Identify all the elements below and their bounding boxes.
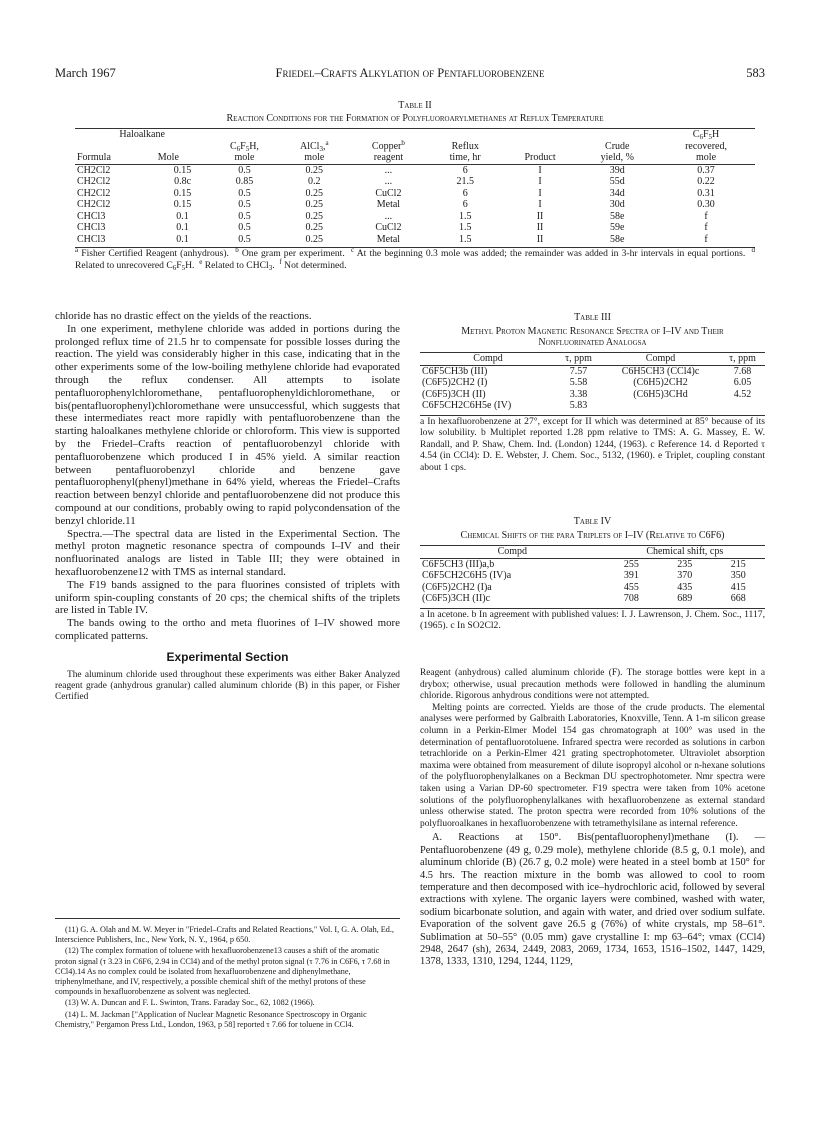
paragraph: The bands owing to the ortho and meta fluorines of I–IV showed more complicated patterns.	[55, 617, 400, 642]
table-cell: II	[536, 222, 544, 233]
table-cell: (C6F5)3CH (II)c	[422, 593, 491, 604]
table-cell: 5.83	[569, 400, 588, 411]
table-cell: ...	[384, 176, 393, 187]
table-cell: 0.15	[173, 164, 192, 176]
table-cell: 0.1	[176, 233, 189, 245]
table-cell: 59e	[610, 222, 625, 233]
table-cell: (C6F5)2CH2 (I)	[422, 377, 488, 388]
section-title: Experimental Section	[166, 649, 289, 664]
left-column	[55, 310, 400, 703]
table-header-row: Formula Mole mole mole reagent time, hr Product yield, % mole	[75, 152, 755, 164]
table-row	[75, 211, 755, 223]
table-row	[420, 558, 765, 570]
table-cell: 455	[623, 581, 639, 593]
table-row	[75, 176, 755, 188]
table-row	[420, 389, 765, 401]
table-cell: 0.37	[697, 164, 715, 176]
table-row	[75, 222, 755, 234]
table-cell: 4.52	[733, 388, 752, 400]
table-cell: 0.5	[238, 199, 251, 210]
page-number: 583	[746, 66, 765, 80]
table-cell: 39d	[609, 164, 625, 176]
table-cell: I	[538, 164, 542, 176]
table-cell: f	[704, 222, 708, 233]
table-row	[420, 593, 765, 605]
table-row	[75, 188, 755, 200]
table-cell: 435	[677, 581, 693, 593]
col-header: Compd	[473, 353, 503, 364]
table-2-title: Table II	[398, 100, 432, 111]
table-cell: CH2Cl2	[77, 187, 111, 199]
header-title: Friedel–Crafts Alkylation of Pentafluorobenzene	[275, 66, 545, 80]
table-cell: 0.5	[238, 222, 251, 233]
table-cell: 0.15	[173, 187, 192, 199]
table-cell: 6	[462, 199, 468, 210]
table-cell: 0.2	[308, 176, 321, 187]
table-cell: 55d	[609, 176, 625, 187]
table-cell: CHCl3	[77, 233, 106, 245]
paragraph: chloride has no drastic effect on the yields of the reactions.	[55, 310, 312, 322]
table-cell: 0.8c	[174, 176, 192, 187]
table-row	[420, 377, 765, 389]
table-cell: 350	[730, 570, 746, 581]
table-cell: 7.57	[569, 365, 588, 377]
table-cell: (C6H5)3CHd	[633, 388, 688, 400]
table-cell: 668	[730, 593, 746, 604]
table-cell: 6	[462, 187, 468, 199]
table-cell: CH2Cl2	[77, 164, 111, 176]
table-row	[420, 365, 765, 377]
table-cell: 0.5	[238, 233, 251, 245]
table-cell: 34d	[609, 187, 625, 199]
running-header	[55, 66, 765, 84]
reference: (12) The complex formation of toluene with hexafluorobenzene13 causes a shift of the aromatic proton signal (τ 3.23 in C6F6, 2.94 in CCl4) and of the methyl proton signal (τ 7.76 in C6F6, τ 7.68 in CCl4).14 As no complex could be isolated from hexafluorobenzene and diphenylmethane, triphenylmethane, and IV, respectively, a possible chemical shift of the methyl protons of these compounds in hexafluorobenzene as solvent was neglected.	[55, 946, 390, 997]
paragraph: Reagent (anhydrous) called aluminum chloride (F). The storage bottles were kept in a drybox; otherwise, usual precaution methods were followed in handling the aluminum chloride. Rigorous anhydrous conditions were not attempted.	[420, 668, 765, 702]
table-4	[420, 516, 765, 632]
table-cell: 21.5	[456, 176, 474, 187]
table-cell: CH2Cl2	[77, 199, 111, 210]
col-header: Chemical shift, cps	[646, 546, 724, 557]
paragraph: The aluminum chloride used throughout these experiments was either Baker Analyzed reagent grade (anhydrous granular) called aluminum chloride (B) in this paper, or Fisher Certified	[55, 669, 400, 702]
table-cell: ...	[384, 164, 393, 176]
table-cell: Metal	[376, 199, 401, 210]
table-cell: 0.15	[173, 199, 192, 210]
table-cell: 708	[623, 593, 639, 604]
reference: (11) G. A. Olah and M. W. Meyer in "Friedel–Crafts and Related Reactions," Vol. I, G. A. Olah, Ed., Interscience Publishers, Inc., New York, N. Y., 1964, p 650.	[55, 925, 394, 945]
table-cell: 1.5	[458, 233, 472, 245]
table-cell: 0.22	[697, 176, 715, 187]
table-2	[75, 100, 755, 271]
table-cell: 30d	[609, 199, 625, 210]
table-2-footnotes: $^a$ Fisher Certified Reagent (anhydrous). $^b$ One gram per experiment. $^c$ At the beginning 0.3 mole was added; the remainder was added in 3-hr intervals in equal portions. $^d$ Related to unrecovered $C_6F_5H$. $^e$ Related to CHCl$_3$. $^f$ Not determined.	[75, 246, 756, 272]
table-4-grid	[420, 545, 765, 605]
table-cell: (C6F5)3CH (II)	[422, 388, 486, 400]
reference: (14) L. M. Jackman ["Application of Nuclear Magnetic Resonance Spectroscopy in Organic Chemistry," Pergamon Press Ltd., London, 1963, p 58] reported τ 7.66 for toluene in CCl4.	[55, 1009, 367, 1029]
table-4-title: Table IV	[573, 516, 612, 527]
table-cell: 1.5	[458, 222, 472, 233]
table-cell: 0.25	[305, 210, 324, 222]
table-cell: C6F5CH2C6H5 (IV)a	[422, 570, 512, 581]
table-cell: 0.25	[305, 164, 324, 176]
table-header-row	[420, 353, 765, 366]
table-row	[75, 199, 755, 211]
table-cell: (C6H5)2CH2	[633, 377, 688, 388]
table-row	[420, 582, 765, 594]
table-cell: CuCl2	[375, 222, 402, 233]
table-cell: 0.25	[305, 187, 324, 199]
table-cell: CuCl2	[375, 187, 402, 199]
paragraph: The F19 bands assigned to the para fluorines consisted of triplets with uniform spin-coupling constants of 20 cps; the chemical shifts of the triplets are listed in Table IV.	[55, 578, 400, 617]
table-cell: Metal	[376, 233, 401, 245]
table-row	[75, 234, 755, 246]
table-2-grid	[75, 128, 755, 245]
table-cell: C6H5CH3 (CCl4)c	[621, 365, 700, 377]
table-cell: CH2Cl2	[77, 176, 111, 187]
header-date: March 1967	[55, 66, 116, 80]
table-cell: 6.05	[733, 377, 752, 388]
table-cell: C6F5CH2C6H5e (IV)	[422, 400, 512, 411]
table-4-footnotes: a In acetone. b In agreement with published values: I. J. Lawrenson, J. Chem. Soc., 1117, (1965). c In SO2Cl2.	[420, 608, 765, 631]
table-3-title: Table III	[574, 312, 611, 323]
col-header: Compd	[497, 546, 528, 557]
table-cell: II	[536, 210, 544, 222]
table-3-caption: Methyl Proton Magnetic Resonance Spectra of I–IV and Their Nonfluorinated Analogsa	[461, 326, 724, 348]
table-cell: 0.85	[235, 176, 254, 187]
table-header-row: $C_6F_5H$, AlCl$_3$,$^a$ Copper$^b$ Reflux Crude recovered,	[229, 138, 727, 153]
table-header-row: Haloalkane $C_6F_5H$	[75, 129, 755, 141]
table-cell: 0.25	[305, 233, 324, 245]
table-cell: CHCl3	[77, 222, 106, 233]
table-cell: 0.5	[238, 164, 251, 176]
table-cell: II	[536, 233, 544, 245]
paragraph: Melting points are corrected. Yields are those of the crude products. The elemental analyses were performed by Galbraith Laboratories, Knoxville, Tenn. A 1-m silicon grease column in a Perkin-Elmer Model 154 gas chromatograph at 100° was used in the determination of pentafluorotoluene. Infrared spectra were recorded as solutions in carbon tetrachloride on a Perkin-Elmer 421 grating spectrophotometer. Ultraviolet absorption maxima were obtained from measurement of dilute isopropyl alcohol or n-hexane solutions of the polyfluorophenylalkanes on a Beckman DU spectrophotometer. Nmr spectra were taken using a Varian DP-60 spectrometer. F19 spectra were taken from 10% acetone solutions of the polyfluorophenylalkanes with hexafluorobenzene as external standard unless otherwise stated. The proton spectra were recorded from 10% solutions of the polyfluoroalkanes in hexafluorobenzene with tetramethylsilane as internal reference.	[420, 702, 765, 829]
paragraph: A. Reactions at 150°. Bis(pentafluorophenyl)methane (I). —Pentafluorobenzene (49 g, 0.29 mole), methylene chloride (8.5 g, 0.1 mole), and aluminum chloride (B) (26.7 g, 0.2 mole) were heated in a steel bomb at 150° for 4.5 hrs. The reaction mixture in the bomb was allowed to cool to room temperature and then decomposed with ice–hydrochloric acid, followed by several extractions with xylene. The organic layers were combined, washed with water, sodium bicarbonate solution, and again with water, and dried over sodium sulfate. Evaporation of the solvent gave 26.5 g (76%) of white crystals, mp 58–61°. Sublimation at 50–55° (0.05 mm) gave crystalline I: mp 63–64°; νmax (CCl4) 2948, 2647 (sh), 2634, 2449, 2083, 2069, 1734, 1653, 1516–1502, 1447, 1429, 1378, 1333, 1310, 1294, 1244, 1129,	[420, 832, 765, 968]
table-cell	[601, 400, 720, 412]
table-cell: C6F5CH3 (III)a,b	[422, 558, 495, 570]
table-cell: 370	[677, 570, 693, 581]
table-cell: 5.58	[569, 377, 588, 388]
table-cell: C6F5CH3b (III)	[422, 365, 488, 377]
table-2-caption: Reaction Conditions for the Formation of Polyfluoroarylmethanes at Reflux Temperature	[226, 113, 604, 124]
table-cell: I	[538, 199, 542, 210]
table-cell: 255	[623, 558, 639, 570]
table-cell: 0.1	[176, 222, 189, 233]
table-cell: 0.31	[697, 187, 715, 199]
table-cell: (C6F5)2CH2 (I)a	[422, 581, 492, 593]
table-header-row	[420, 546, 765, 559]
paragraph: Spectra.—The spectral data are listed in the Experimental Section. The methyl proton magnetic resonance spectra of compounds I–IV and their nonfluorinated analogs are listed in Table III; they were obtained in hexafluorobenzene12 with TMS as internal standard.	[55, 527, 400, 578]
table-cell: I	[538, 187, 542, 199]
table-cell: 0.25	[305, 199, 324, 210]
table-3	[420, 312, 765, 473]
table-4-caption: Chemical Shifts of the para Triplets of I–IV (Relative to C6F6)	[460, 530, 725, 541]
table-cell: 0.1	[176, 210, 189, 222]
table-cell: I	[538, 176, 542, 187]
table-cell	[720, 400, 765, 412]
reference: (13) W. A. Duncan and F. L. Swinton, Trans. Faraday Soc., 62, 1082 (1966).	[65, 998, 315, 1008]
table-cell: 0.5	[238, 210, 251, 222]
paragraph: In one experiment, methylene chloride was added in portions during the prolonged reflux time of 21.5 hr to compensate for possible losses during the reaction. The yield was considerably higher in this case, indicating that in the other experiments some of the low-boiling methylene chloride had evaporated through the reflux condenser. All attempts to isolate pentafluorophenylchloromethane, pentafluorophenyldichloromethane, or bis(pentafluorophenyl)chloromethane were unsuccessful, which suggests that these intermediates react more rapidly with pentafluorobenzene than the starting haloalkanes methylene chloride or chloroform. This view is supported by the Friedel–Crafts reaction of pentafluorobenzyl chloride with pentafluorobenzene which produced I in 45% yield. A similar reaction between pentafluorobenzyl chloride and benzene gave pentafluorophenyl(phenyl)methane in 64% yield, whereas the Friedel–Crafts reaction between benzyl chloride and pentafluorobenzene did not produce this compound at our conditions, probably owing to rapid polycondensation of the benzyl chloride.11	[55, 322, 400, 527]
table-cell: CHCl3	[77, 210, 106, 222]
table-cell: 7.68	[733, 365, 752, 377]
col-header: τ, ppm	[565, 353, 592, 364]
table-cell: 58e	[610, 233, 625, 245]
table-cell: 0.25	[305, 222, 324, 233]
table-cell: 3.38	[569, 388, 588, 400]
table-cell: 415	[730, 581, 746, 593]
table-row	[420, 400, 765, 412]
table-cell: f	[704, 233, 708, 245]
table-row	[420, 570, 765, 582]
table-cell: 58e	[610, 210, 625, 222]
table-cell: 1.5	[458, 210, 472, 222]
references	[55, 918, 400, 1031]
table-cell: 0.5	[238, 187, 251, 199]
table-cell: 391	[623, 570, 639, 581]
col-header: Compd	[645, 353, 676, 364]
haloalkane-group-header: Haloalkane	[119, 129, 165, 140]
table-cell: f	[704, 210, 708, 222]
table-3-grid	[420, 352, 765, 412]
col-header: τ, ppm	[729, 353, 756, 364]
table-3-footnotes: a In hexafluorobenzene at 27°, except for II which was determined at 85° because of its low solubility. b Multiplet reported 1.28 ppm relative to TMS: A. G. Massey, E. W. Randall, and P. Shaw, Chem. Ind. (London) 1244, (1963). c Reference 14. d Reported τ 4.54 (in CCl4): D. E. Webster, J. Chem. Soc., 5132, (1960). e Triplet, coupling constant about 1 cps.	[420, 415, 765, 473]
table-row	[75, 164, 755, 176]
table-cell: ...	[384, 210, 393, 222]
table-cell: 689	[677, 593, 693, 604]
table-cell: 215	[730, 558, 746, 570]
table-cell: 235	[677, 558, 693, 570]
right-column	[420, 668, 765, 969]
table-cell: 6	[462, 164, 468, 176]
table-cell: 0.30	[697, 199, 715, 210]
